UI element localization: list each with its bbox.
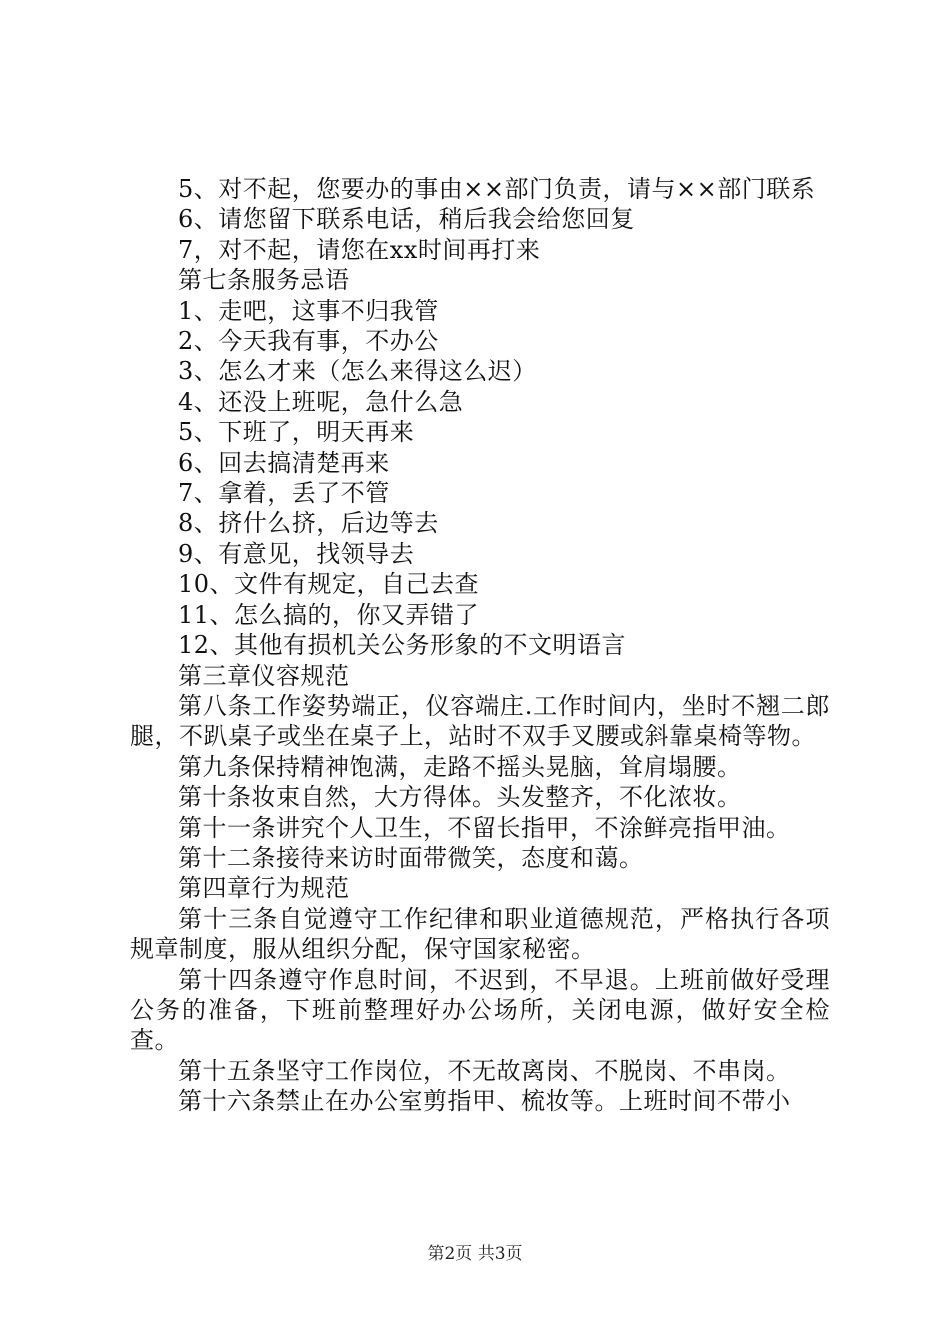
article-paragraph: 第九条保持精神饱满，走路不摇头晃脑，耸肩塌腰。 <box>178 752 742 781</box>
page-footer <box>0 1244 950 1264</box>
chapter-heading: 第四章行为规范 <box>178 874 350 903</box>
article-paragraph: 第八条工作姿势端正，仪容端庄.工作时间内，坐时不翘二郎腿，不趴桌子或坐在桌子上，站时不双手叉腰或斜靠桌椅等物。 <box>130 691 830 751</box>
article-paragraph: 第十五条坚守工作岗位，不无故离岗、不脱岗、不串岗。 <box>178 1056 791 1085</box>
paragraph: 5、对不起，您要办的事由××部门负责，请与××部门联系 <box>178 175 816 203</box>
article-paragraph: 第十四条遵守作息时间，不迟到，不早退。上班前做好受理公务的准备，下班前整理好办公场所，关闭电源，做好安全检查。 <box>130 965 830 1055</box>
section-heading: 第七条服务忌语 <box>178 266 350 295</box>
list-item: 3、怎么才来（怎么来得这么迟） <box>178 357 537 386</box>
page-number-label: 第2页 共3页 <box>427 1244 523 1264</box>
list-item: 1、走吧，这事不归我管 <box>178 296 439 325</box>
list-item: 8、挤什么挤，后边等去 <box>178 509 439 538</box>
article-paragraph: 第十一条讲究个人卫生，不留长指甲，不涂鲜亮指甲油。 <box>178 813 791 842</box>
article-paragraph: 第十六条禁止在办公室剪指甲、梳妆等。上班时间不带小 <box>178 1087 791 1116</box>
article-paragraph: 第十二条接待来访时面带微笑，态度和蔼。 <box>178 843 644 872</box>
list-item: 9、有意见，找领导去 <box>178 539 415 568</box>
list-item: 11、怎么搞的，你又弄错了 <box>178 600 480 629</box>
paragraph: 6、请您留下联系电话，稍后我会给您回复 <box>178 205 635 234</box>
list-item: 12、其他有损机关公务形象的不文明语言 <box>178 631 627 660</box>
article-paragraph: 第十条妆束自然，大方得体。头发整齐，不化浓妆。 <box>178 783 742 812</box>
chapter-heading: 第三章仪容规范 <box>178 661 350 690</box>
article-paragraph: 第十三条自觉遵守工作纪律和职业道德规范，严格执行各项规章制度，服从组织分配，保守国家秘密。 <box>130 904 830 964</box>
list-item: 5、下班了，明天再来 <box>178 418 415 447</box>
list-item: 6、回去搞清楚再来 <box>178 448 390 477</box>
list-item: 2、今天我有事，不办公 <box>178 327 439 356</box>
list-item: 4、还没上班呢，急什么急 <box>178 387 464 416</box>
document-body <box>130 174 830 1117</box>
paragraph: 7，对不起，请您在xx时间再打来 <box>178 235 541 264</box>
list-item: 7、拿着，丢了不管 <box>178 479 390 508</box>
list-item: 10、文件有规定，自己去查 <box>178 570 480 599</box>
